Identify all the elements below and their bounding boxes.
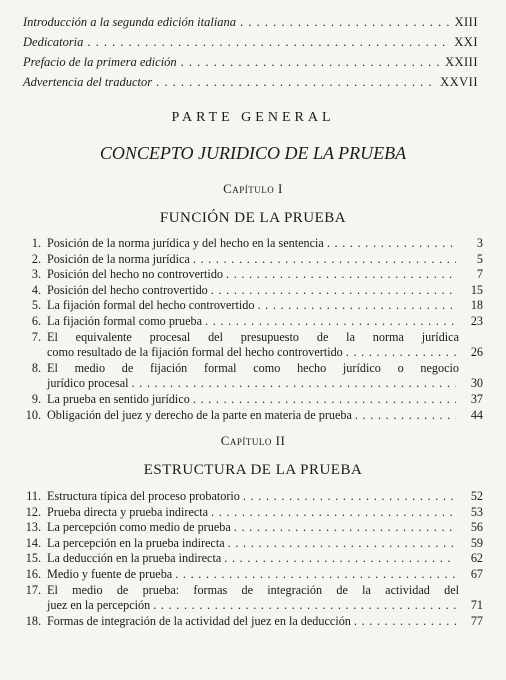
chapter-title: FUNCIÓN DE LA PRUEBA	[159, 210, 347, 226]
chapter-label	[0, 433, 506, 449]
dot-leader	[87, 35, 450, 50]
entry-page: 30	[470, 376, 483, 391]
entry-number: 7.	[31, 329, 41, 344]
entry-page: 62	[470, 551, 483, 566]
dot-leader	[257, 298, 456, 314]
toc-entry	[18, 489, 483, 505]
front-matter-page: XXI	[454, 35, 478, 49]
toc-entry	[18, 520, 483, 536]
entry-title: Medio y fuente de prueba	[47, 566, 173, 581]
entry-page: 18	[470, 298, 483, 313]
entry-title: Formas de integración de la actividad del juez en la deducción	[47, 613, 351, 628]
entry-number: 17.	[25, 582, 41, 597]
dot-leader	[156, 75, 436, 90]
entry-number: 4.	[31, 282, 41, 297]
toc-entry	[18, 408, 483, 424]
entry-number: 13.	[25, 520, 41, 535]
toc-entry-continuation	[18, 345, 483, 361]
front-matter-page: XXIII	[444, 55, 478, 69]
entry-number: 6.	[31, 313, 41, 328]
toc-entry-continuation	[18, 376, 483, 392]
front-matter-list	[23, 15, 478, 95]
entry-title: jurídico procesal	[47, 376, 129, 391]
front-matter-item	[23, 35, 478, 55]
dot-leader	[240, 15, 450, 30]
entry-title: Posición del hecho controvertido	[47, 282, 208, 297]
entry-title: Prueba directa y prueba indirecta	[47, 504, 209, 519]
entry-title: La fijación formal como prueba	[47, 313, 202, 328]
dot-leader	[234, 520, 456, 536]
entry-number: 2.	[31, 251, 41, 266]
toc-entry	[18, 551, 483, 567]
entry-number: 8.	[31, 360, 41, 375]
entry-number: 5.	[31, 298, 41, 313]
dot-leader	[132, 376, 456, 392]
toc-entry	[18, 361, 483, 377]
dot-leader	[226, 267, 456, 283]
entry-title: Posición de la norma jurídica y del hecho en la sentencia	[47, 236, 324, 250]
entry-number: 11.	[26, 489, 41, 503]
entry-page: 7	[476, 267, 483, 282]
front-matter-title: Prefacio de la primera edición	[23, 55, 177, 69]
entry-title: La prueba en sentido jurídico	[47, 391, 190, 406]
entry-title: La fijación formal del hecho controvertido	[47, 298, 255, 313]
toc-entry-continuation	[18, 598, 483, 614]
entry-title: El equivalente procesal del presupuesto de la norma jurídica	[47, 329, 459, 344]
entry-title: Estructura típica del proceso probatorio	[47, 489, 240, 503]
entry-title: Posición de la norma jurídica	[47, 251, 190, 266]
entry-title: El medio de fijación formal como hecho jurídico o negocio	[47, 360, 459, 375]
chapter-2-entries	[18, 489, 483, 629]
entry-page: 59	[470, 535, 483, 550]
dot-leader	[346, 345, 456, 361]
dot-leader	[193, 392, 456, 408]
dot-leader	[211, 505, 456, 521]
front-matter-title: Advertencia del traductor	[23, 75, 153, 89]
entry-title: La deducción en la prueba indirecta	[47, 551, 222, 566]
entry-number: 10.	[25, 407, 41, 422]
dot-leader	[211, 283, 456, 299]
entry-page: 56	[470, 520, 483, 535]
dot-leader	[175, 567, 456, 583]
entry-title: La percepción en la prueba indirecta	[47, 535, 225, 550]
entry-title: juez en la percepción	[47, 598, 151, 613]
dot-leader	[153, 598, 456, 614]
front-matter-title: Dedicatoria	[23, 35, 84, 49]
entry-page: 3	[476, 236, 483, 250]
toc-entry	[18, 392, 483, 408]
front-matter-page: XIII	[454, 15, 478, 29]
front-matter-item	[23, 55, 478, 75]
dot-leader	[228, 536, 456, 552]
dot-leader	[243, 489, 456, 505]
chapter-1-entries	[18, 236, 483, 423]
dot-leader	[355, 408, 456, 424]
part-subtitle: CONCEPTO JURIDICO DE LA PRUEBA	[99, 143, 407, 163]
front-matter-page: XXVII	[440, 75, 478, 89]
toc-entry	[18, 536, 483, 552]
chapter-label-rest: apítulo I	[232, 181, 283, 196]
dot-leader	[327, 236, 456, 252]
part-title: PARTE GENERAL	[171, 110, 335, 125]
entry-page: 71	[470, 598, 483, 613]
entry-title: Obligación del juez y derecho de la parte en materia de prueba	[47, 407, 352, 422]
entry-page: 23	[470, 313, 483, 328]
front-matter-item	[23, 75, 478, 95]
front-matter-item	[23, 15, 478, 35]
toc-entry	[18, 298, 483, 314]
front-matter-title: Introducción a la segunda edición italiana	[23, 15, 237, 29]
entry-number: 16.	[25, 566, 41, 581]
chapter-label-initial: C	[223, 181, 233, 196]
dot-leader	[354, 614, 456, 630]
entry-page: 44	[470, 407, 483, 422]
toc-entry	[18, 267, 483, 283]
toc-entry	[18, 283, 483, 299]
toc-entry	[18, 505, 483, 521]
entry-title: La percepción como medio de prueba	[47, 520, 231, 535]
entry-number: 18.	[25, 613, 41, 628]
entry-number: 14.	[25, 535, 41, 550]
dot-leader	[193, 252, 456, 268]
entry-number: 15.	[25, 551, 41, 566]
toc-entry	[18, 314, 483, 330]
chapter-label	[0, 181, 506, 197]
toc-entry	[18, 567, 483, 583]
entry-page: 37	[470, 391, 483, 406]
chapter-label-rest: apítulo II	[229, 433, 286, 448]
entry-number: 3.	[31, 267, 41, 282]
toc-entry	[18, 252, 483, 268]
toc-entry	[18, 236, 483, 252]
entry-number: 9.	[31, 391, 41, 406]
entry-page: 77	[470, 613, 483, 628]
entry-page: 26	[470, 345, 483, 360]
dot-leader	[181, 55, 441, 70]
dot-leader	[224, 551, 456, 567]
toc-entry	[18, 330, 483, 346]
entry-page: 52	[470, 489, 483, 503]
toc-entry	[18, 583, 483, 599]
chapter-title: ESTRUCTURA DE LA PRUEBA	[143, 462, 363, 478]
entry-page: 5	[476, 251, 483, 266]
toc-entry	[18, 614, 483, 630]
entry-number: 1.	[31, 236, 41, 250]
entry-number: 12.	[25, 504, 41, 519]
chapter-label-initial: C	[220, 433, 230, 448]
entry-title: Posición del hecho no controvertido	[47, 267, 224, 282]
entry-page: 53	[470, 504, 483, 519]
entry-title: El medio de prueba: formas de integración de la actividad del	[47, 582, 459, 597]
entry-page: 15	[470, 282, 483, 297]
entry-title: como resultado de la fijación formal del hecho controvertido	[47, 345, 343, 360]
dot-leader	[205, 314, 456, 330]
entry-page: 67	[470, 566, 483, 581]
